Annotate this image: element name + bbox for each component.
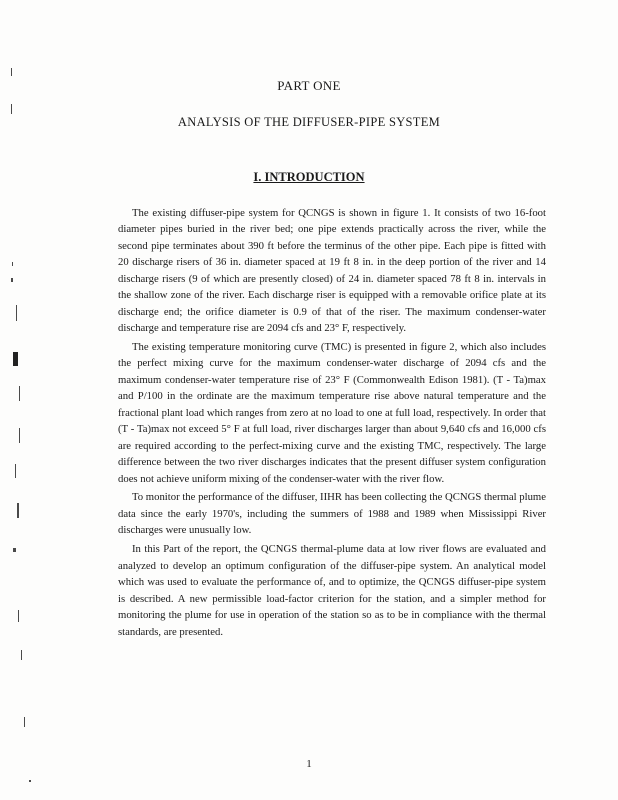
part-subtitle: ANALYSIS OF THE DIFFUSER-PIPE SYSTEM (177, 115, 441, 129)
section-heading-text: I. INTRODUCTION (253, 170, 365, 184)
paragraph-scope: In this Part of the report, the QCNGS thermal-plume data at low river flows are evaluated and analyzed to develop an optimum configuration of the diffuser-pipe system. An analytical model which was used to evaluate the performance of, and to optimize, the QCNGS diffuser-pipe system is described. A new permissible load-factor criterion for the station, and a simpler method for monitoring the plume for use in operation of the station so as to be in compliance with the thermal standards, are presented. (118, 543, 546, 638)
paragraph-tmc: The existing temperature monitoring curve (TMC) is presented in figure 2, which also includes the perfect mixing curve for the maximum condenser-water discharge of 2094 cfs and the maximum condenser-water temperature rise of 23° F (Commonwealth Edison 1981). (T - Ta)max and P/100 in the ordinate are the maximum temperature rise above natural temperature and the fractional plant load which ranges from zero at no load to one at full load, respectively. In order that (T - Ta)max not exceed 5° F at full load, river discharges larger than about 9,640 cfs and 16,000 cfs are required according to the perfect-mixing curve and the existing TMC, respectively. The large difference between the two river discharges indicates that the present diffuser system configuration does not achieve uniform mixing of the condenser-water with the river flow. (118, 341, 546, 485)
part-title: PART ONE (277, 78, 341, 93)
paragraph-intro: The existing diffuser-pipe system for QCNGS is shown in figure 1. It consists of two 16-foot diameter pipes buried in the river bed; one pipe extends practically across the river, while the second pipe terminates about 390 ft before the terminus of the other pipe. Each pipe is fitted with 20 discharge risers of 36 in. diameter spaced at 19 ft 8 in. in the deep portion of the river and 14 discharge risers (9 of which are presently closed) of 24 in. diameter spaced 78 ft 8 in. intervals in the shallow zone of the river. Each discharge riser is equipped with a removable orifice plate at its discharge end; the orifice diameter is 0.9 of that of the riser. The maximum condenser-water discharge and temperature rise are 2094 cfs and 23° F, respectively. (118, 207, 546, 335)
body-text (118, 205, 546, 642)
page-number: 1 (306, 758, 312, 770)
section-heading (0, 170, 618, 185)
paragraph-monitoring: To monitor the performance of the diffuser, IIHR has been collecting the QCNGS thermal plume data since the early 1970's, including the summers of 1988 and 1989 when Mississippi River discharges were unusually low. (118, 491, 546, 537)
